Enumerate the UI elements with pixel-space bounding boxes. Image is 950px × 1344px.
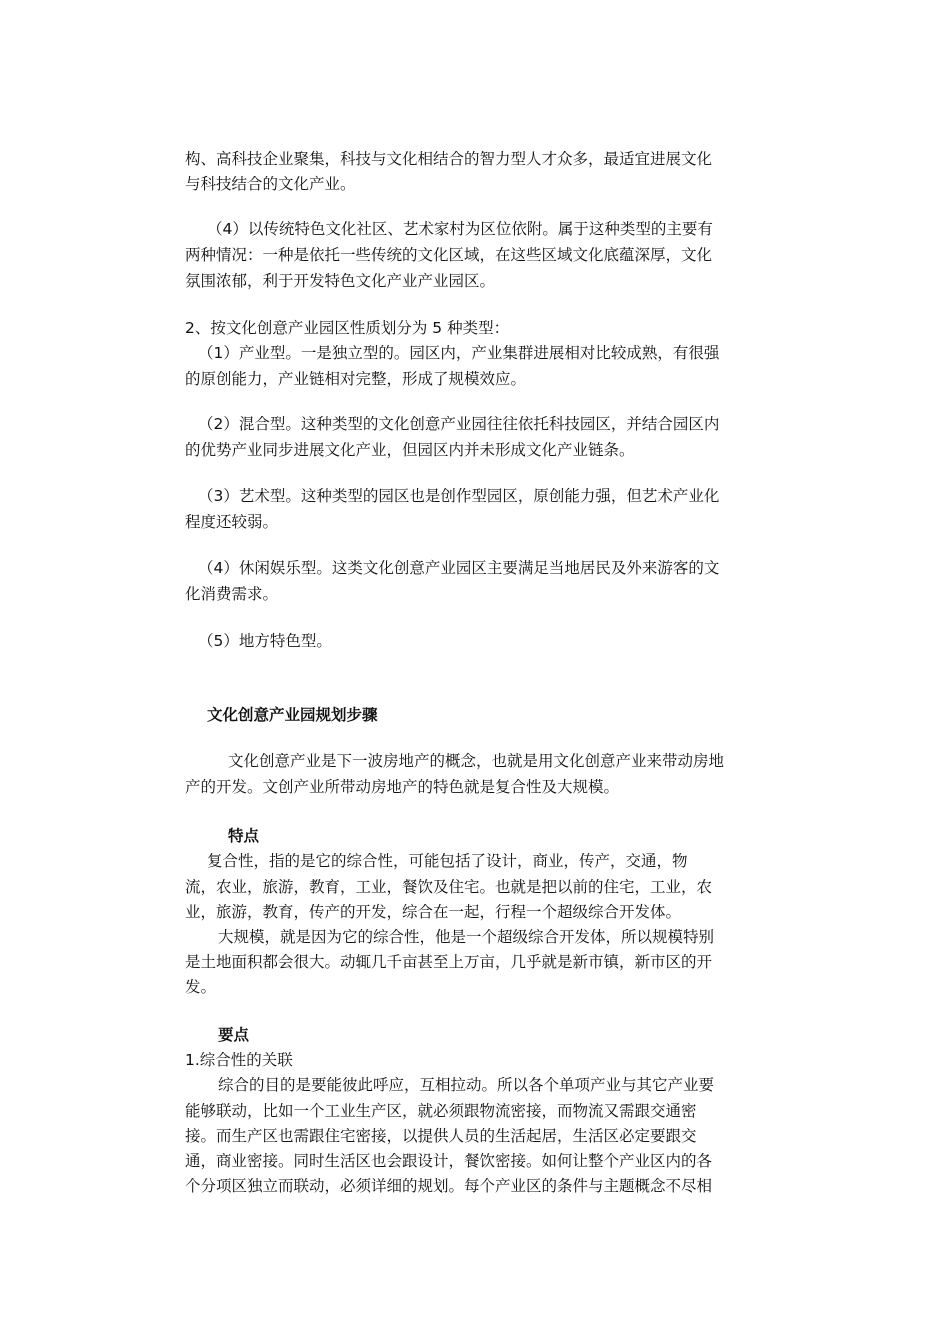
paragraph-line: 与科技结合的文化产业。 bbox=[185, 175, 356, 193]
paragraph-line: （5）地方特色型。 bbox=[198, 632, 332, 650]
paragraph-line: （4）以传统特色文化社区、艺术家村为区位依附。属于这种类型的主要有 bbox=[207, 220, 713, 238]
paragraph-line: 流，农业，旅游，教育，工业，餐饮及住宅。也就是把以前的住宅，工业，农 bbox=[185, 878, 713, 896]
paragraph-line: 发。 bbox=[185, 978, 217, 996]
paragraph-line: （2）混合型。这种类型的文化创意产业园往往依托科技园区，并结合园区内 bbox=[198, 415, 720, 433]
section-heading: 2、按文化创意产业园区性质划分为 5 种类型： bbox=[185, 319, 510, 337]
paragraph-line: 综合的目的是要能彼此呼应，互相拉动。所以各个单项产业与其它产业要 bbox=[218, 1076, 715, 1094]
paragraph-line: 接。而生产区也需跟住宅密接，以提供人员的生活起居，生活区必定要跟交 bbox=[185, 1127, 697, 1145]
paragraph-line: 两种情况：一种是依托一些传统的文化区域，在这些区域文化底蕴深厚，文化 bbox=[185, 246, 713, 264]
paragraph-line: 文化创意产业是下一波房地产的概念，也就是用文化创意产业来带动房地 bbox=[228, 752, 725, 770]
subheading: 要点 bbox=[218, 1026, 250, 1044]
paragraph-line: （4）休闲娱乐型。这类文化创意产业园区主要满足当地居民及外来游客的文 bbox=[198, 559, 720, 577]
paragraph-line: 程度还较弱。 bbox=[185, 513, 279, 531]
paragraph-line: （1）产业型。一是独立型的。园区内，产业集群进展相对比较成熟，有很强 bbox=[198, 344, 720, 362]
paragraph-line: 复合性，指的是它的综合性，可能包括了设计，商业，传产，交通，物 bbox=[207, 852, 688, 870]
paragraph-line: 的原创能力，产业链相对完整，形成了规模效应。 bbox=[185, 370, 527, 388]
list-heading: 1.综合性的关联 bbox=[185, 1051, 293, 1069]
paragraph-line: 构、高科技企业聚集，科技与文化相结合的智力型人才众多，最适宜进展文化 bbox=[185, 150, 713, 168]
paragraph-line: 业，旅游，教育，传产的开发，综合在一起，行程一个超级综合开发体。 bbox=[185, 903, 682, 921]
paragraph-line: 能够联动，比如一个工业生产区，就必须跟物流密接，而物流又需跟交通密 bbox=[185, 1102, 697, 1120]
paragraph-line: 产的开发。文创产业所带动房地产的特色就是复合性及大规模。 bbox=[185, 778, 620, 796]
paragraph-line: 氛围浓郁，利于开发特色文化产业产业园区。 bbox=[185, 272, 496, 290]
paragraph-line: 个分项区独立而联动，必须详细的规划。每个产业区的条件与主题概念不尽相 bbox=[185, 1177, 713, 1195]
paragraph-line: （3）艺术型。这种类型的园区也是创作型园区，原创能力强，但艺术产业化 bbox=[198, 487, 720, 505]
paragraph-line: 的优势产业同步进展文化产业，但园区内并未形成文化产业链条。 bbox=[185, 441, 635, 459]
paragraph-line: 大规模，就是因为它的综合性，他是一个超级综合开发体，所以规模特别 bbox=[218, 928, 715, 946]
paragraph-line: 通，商业密接。同时生活区也会跟设计，餐饮密接。如何让整个产业区内的各 bbox=[185, 1152, 713, 1170]
section-title: 文化创意产业园规划步骤 bbox=[207, 706, 378, 724]
paragraph-line: 化消费需求。 bbox=[185, 585, 279, 603]
subheading: 特点 bbox=[228, 827, 260, 845]
paragraph-line: 是土地面积都会很大。动辄几千亩甚至上万亩，几乎就是新市镇，新市区的开 bbox=[185, 953, 713, 971]
